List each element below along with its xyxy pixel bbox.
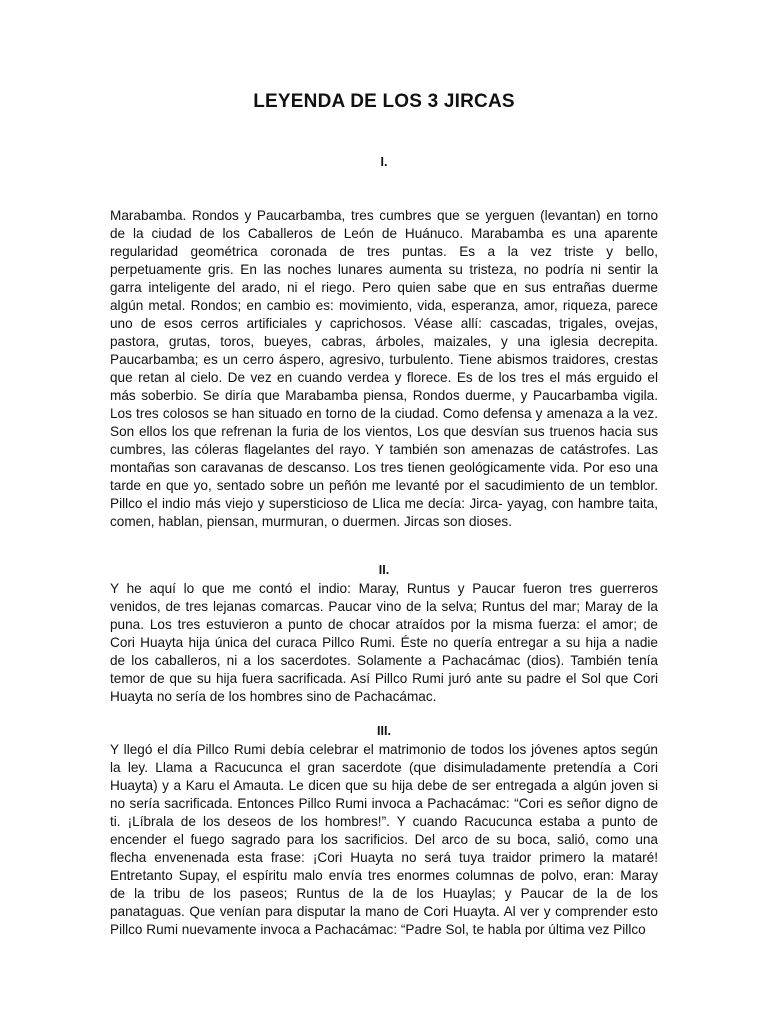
paragraph-line: panataguas. Que venían para disputar la mano de Cori Huayta. Al ver y comprender esto [110,904,658,919]
paragraph-line: Huayta no sería de los hombres sino de Pachacámac. [110,689,437,704]
paragraph-line: de la tribu de los paseos; Runtus de la de los Huaylas; y Paucar de la de los [110,886,658,901]
paragraph-line: Los tres colosos se han situado en torno de la ciudad. Como defensa y amenaza a la vez. [110,406,658,421]
paragraph-line: venidos, de tres lejanas comarcas. Paucar vino de la selva; Runtus del mar; Maray de la [110,599,658,614]
paragraph-line: cumbres, las cóleras flagelantes del rayo. Y también son amenazas de catástrofes. Las [110,442,658,457]
paragraph-line: Marabamba. Rondos y Paucarbamba, tres cumbres que se yerguen (levantan) en torno [110,208,658,223]
paragraph-line: Y llegó el día Pillco Rumi debía celebrar el matrimonio de todos los jóvenes aptos según [110,742,658,757]
paragraph-line: Y he aquí lo que me contó el indio: Maray, Runtus y Paucar fueron tres guerreros [110,581,658,596]
paragraph-line: ti. ¡Líbrala de los deseos de los hombres!”. Y cuando Racucunca estaba a punto de [110,814,658,829]
paragraph-line: perpetuamente gris. En las noches lunares aumenta su tristeza, no podría ni sentir la [110,262,658,277]
paragraph-line: garra inteligente del arado, ni el riego. Pero quien sabe que en sus entrañas duerme [110,280,658,295]
paragraph-line: Son ellos los que refrenan la furia de los vientos, Los que desvían sus truenos hacia sus [110,424,658,439]
paragraph-line: flecha envenenada esta frase: ¡Cori Huayta no será tuya traidor primero la mataré! [110,850,658,865]
paragraph-line: algún metal. Rondos; en cambio es: movimiento, vida, esperanza, amor, riqueza, parece [110,298,658,313]
paragraph-line: que retan al cielo. De vez en cuando verdea y florece. Es de los tres el más erguido el [110,370,658,385]
section-number-2: II. [378,563,390,577]
paragraph-line: regularidad geométrica coronada de tres puntas. Es a la vez triste y bello, [110,244,658,259]
paragraph-line: más soberbio. Se diría que Marabamba piensa, Rondos duerme, y Paucarbamba vigila. [110,388,658,403]
paragraph-line: de los caballeros, ni a los sacerdotes. Solamente a Pachacámac (dios). También tenía [110,653,658,668]
paragraph-line: Paucarbamba; es un cerro áspero, agresivo, turbulento. Tiene abismos traidores, crestas [110,352,658,367]
paragraph-line: montañas son caravanas de descanso. Los tres tienen geológicamente vida. Por eso una [110,460,658,475]
paragraph-line: Entretanto Supay, el espíritu malo envía tres enormes columnas de polvo, eran: Maray [110,868,658,883]
paragraph-line: tarde en que yo, sentado sobre un peñón me levanté por el sacudimiento de un temblor. [110,478,658,493]
paragraph-line: uno de esos cerros artificiales y caprichosos. Véase allí: cascadas, trigales, ovejas, [110,316,658,331]
paragraph-line: Cori Huayta hija única del curaca Pillco Rumi. Éste no quería entregar a su hija a nadie [110,635,658,650]
paragraph-line: puna. Los tres estuvieron a punto de chocar atraídos por la misma fuerza: el amor; de [110,617,658,632]
paragraph-line: la ley. Llama a Racucunca el gran sacerdote (que disimuladamente pretendía a Cori [110,760,658,775]
paragraph-line: de la ciudad de los Caballeros de León de Huánuco. Marabamba es una aparente [110,226,658,241]
paragraph-line: pastora, grutas, toros, bueyes, cabras, árboles, maizales, y una iglesia decrepita. [110,334,658,349]
paragraph-line: Pillco Rumi nuevamente invoca a Pachacámac: “Padre Sol, te habla por última vez Pillco [110,922,646,937]
paragraph-line: temor de que su hija fuera sacrificada. Así Pillco Rumi juró ante su padre el Sol que Cori [110,671,658,686]
paragraph-line: encender el fuego sagrado para los sacrificios. Del arco de su boca, salió, como una [110,832,658,847]
paragraph-line: no sería sacrificada. Entonces Pillco Rumi invoca a Pachacámac: “Cori es señor digno de [110,796,658,811]
section-1-paragraph [110,207,658,531]
paragraph-line: Huayta) y a Karu el Amauta. Le dicen que su hija debe de ser entregada a algún joven si [110,778,658,793]
section-2-paragraph [110,580,658,706]
section-3-paragraph [110,741,658,939]
section-number-1: I. [380,155,388,169]
paragraph-line: Pillco el indio más viejo y supersticioso de Llica me decía: Jirca- yayag, con hambre taita, [110,496,658,511]
document-title: LEYENDA DE LOS 3 JIRCAS [253,91,515,112]
paragraph-line: comen, hablan, piensan, murmuran, o duermen. Jircas son dioses. [110,514,512,529]
section-number-3: III. [377,724,391,738]
